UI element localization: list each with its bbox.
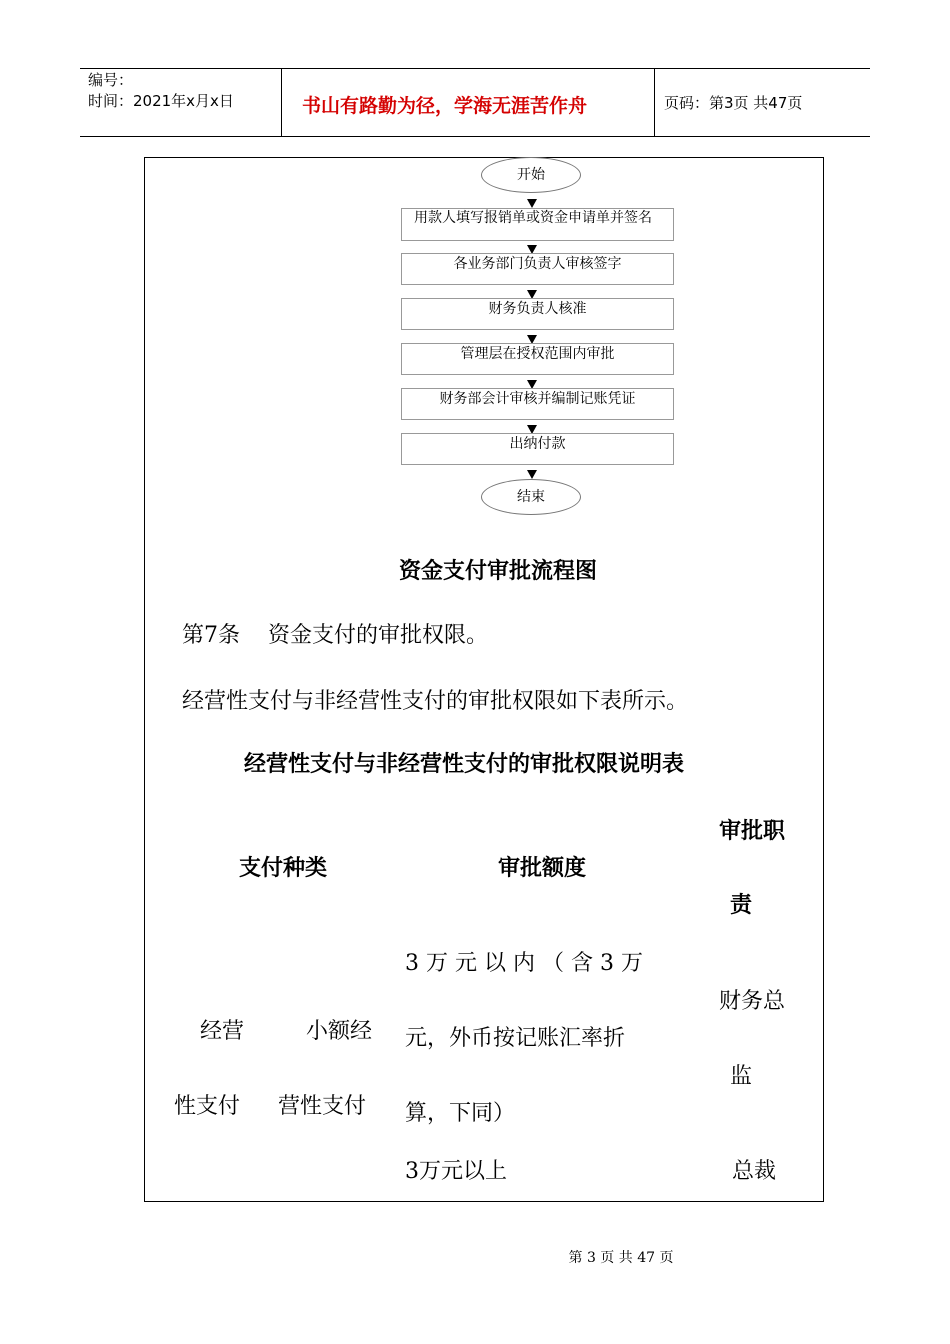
flowchart-end-node: 结束	[481, 479, 581, 515]
table-row-2-amount: 3万元以上	[405, 1159, 507, 1184]
footer-page-number: 第 3 页 共 47 页	[568, 1250, 674, 1266]
flowchart-step-2: 各业务部门负责人审核签字	[401, 253, 674, 285]
table-category: 经营	[200, 1019, 245, 1044]
header-bottom-rule	[80, 136, 870, 137]
flowchart-step-5: 财务部会计审核并编制记账凭证	[401, 388, 674, 420]
flowchart-step-1: 用款人填写报销单或资金申请单并签名	[401, 208, 674, 241]
table-header-duty: 审批职	[719, 819, 786, 844]
article-paragraph: 经营性支付与非经营性支付的审批权限如下表所示。	[182, 689, 689, 714]
header-top-rule	[80, 68, 870, 69]
table-subcategory-cont: 营性支付	[278, 1094, 367, 1119]
flowchart-step-6: 出纳付款	[401, 433, 674, 465]
table-subcategory: 小额经	[306, 1019, 373, 1044]
flowchart-start-node: 开始	[481, 157, 581, 193]
header-number-label: 编号：	[88, 71, 134, 89]
header-time-label: 时间：2021年x月x日	[88, 92, 234, 110]
table-header-amount: 审批额度	[498, 856, 587, 881]
table-title: 经营性支付与非经营性支付的审批权限说明表	[244, 752, 685, 777]
header-page-label: 页码：第3页 共47页	[664, 94, 803, 112]
article-heading: 第7条 资金支付的审批权限。	[182, 623, 488, 648]
table-category-cont: 性支付	[174, 1094, 241, 1119]
header-divider-1	[281, 68, 282, 136]
table-row-1-amount-cont: 算，下同）	[405, 1101, 516, 1126]
table-row-1-amount: 3 万 元 以 内 （ 含 3 万	[405, 951, 643, 976]
table-row-1-duty: 财务总	[719, 989, 786, 1014]
header-motto: 书山有路勤为径，学海无涯苦作舟	[302, 95, 588, 117]
table-row-1-amount-cont: 元，外币按记账汇率折	[405, 1026, 626, 1051]
table-row-1-duty-cont: 监	[730, 1064, 753, 1089]
flowchart-caption: 资金支付审批流程图	[398, 559, 597, 584]
header-divider-2	[654, 68, 655, 136]
flowchart-arrow	[527, 199, 537, 208]
table-header-type: 支付种类	[239, 856, 328, 881]
table-row-2-duty: 总裁	[732, 1159, 777, 1184]
table-header-duty-cont: 责	[730, 893, 753, 918]
flowchart-arrow	[527, 470, 537, 479]
flowchart-step-3: 财务负责人核准	[401, 298, 674, 330]
flowchart-step-4: 管理层在授权范围内审批	[401, 343, 674, 375]
